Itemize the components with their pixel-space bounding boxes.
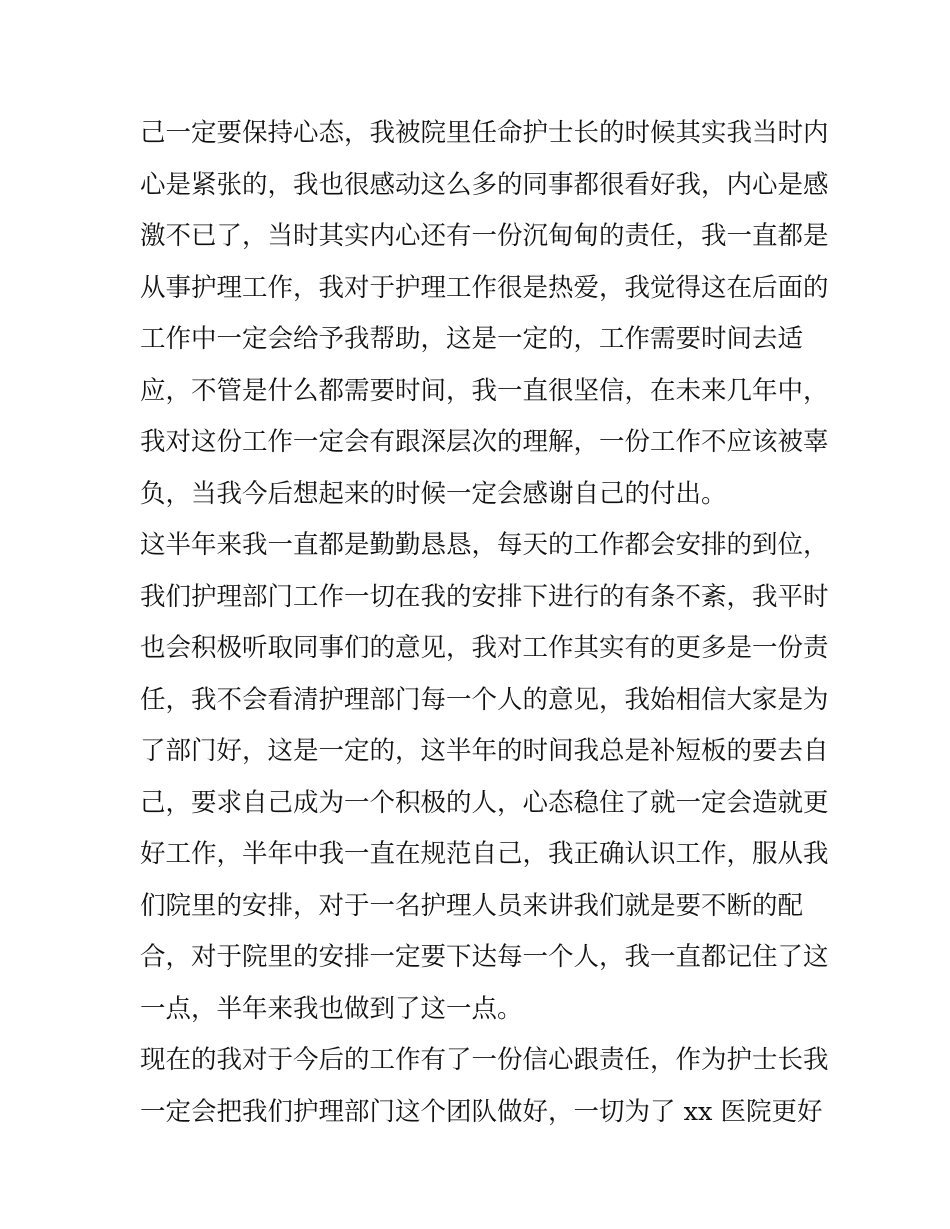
text-line: 己，要求自己成为一个积极的人，心态稳住了就一定会造就更 [140,787,829,818]
text-line: 一定会把我们护理部门这个团队做好，一切为了 xx 医院更好 [140,1096,823,1127]
text-line: 任，我不会看清护理部门每一个人的意见，我始相信大家是为 [140,684,829,715]
text-line: 工作中一定会给予我帮助，这是一定的，工作需要时间去适 [140,324,804,354]
text-line: 这半年来我一直都是勤勤恳恳，每天的工作都会安排的到位， [140,530,829,560]
text-line: 我对这份工作一定会有跟深层次的理解，一份工作不应该被辜 [140,427,829,457]
text-line: 一点，半年来我也做到了这一点。 [140,993,523,1024]
text-line: 合，对于院里的安排一定要下达每一个人，我一直都记住了这 [140,942,829,972]
text-line: 我们护理部门工作一切在我的安排下进行的有条不紊，我平时 [140,581,829,612]
text-line: 了部门好，这是一定的，这半年的时间我总是补短板的要去自 [140,736,829,766]
text-line: 激不已了，当时其实内心还有一份沉甸甸的责任，我一直都是 [140,221,829,251]
text-line: 现在的我对于今后的工作有了一份信心跟责任，作为护士长我 [140,1045,829,1075]
text-line: 从事护理工作，我对于护理工作很是热爱，我觉得这在后面的 [140,272,829,303]
text-line: 应，不管是什么都需要时间，我一直很坚信，在未来几年中， [140,375,829,406]
text-line: 也会积极听取同事们的意见，我对工作其实有的更多是一份责 [140,633,829,663]
text-line: 们院里的安排，对于一名护理人员来讲我们就是要不断的配 [140,890,804,921]
text-line: 心是紧张的，我也很感动这么多的同事都很看好我，内心是感 [140,169,829,200]
text-line: 负，当我今后想起来的时候一定会感谢自己的付出。 [140,478,727,509]
text-line: 好工作，半年中我一直在规范自己，我正确认识工作，服从我 [140,839,829,869]
body-text [140,108,829,1138]
text-line: 己一定要保持心态，我被院里任命护士长的时候其实我当时内 [140,118,829,148]
